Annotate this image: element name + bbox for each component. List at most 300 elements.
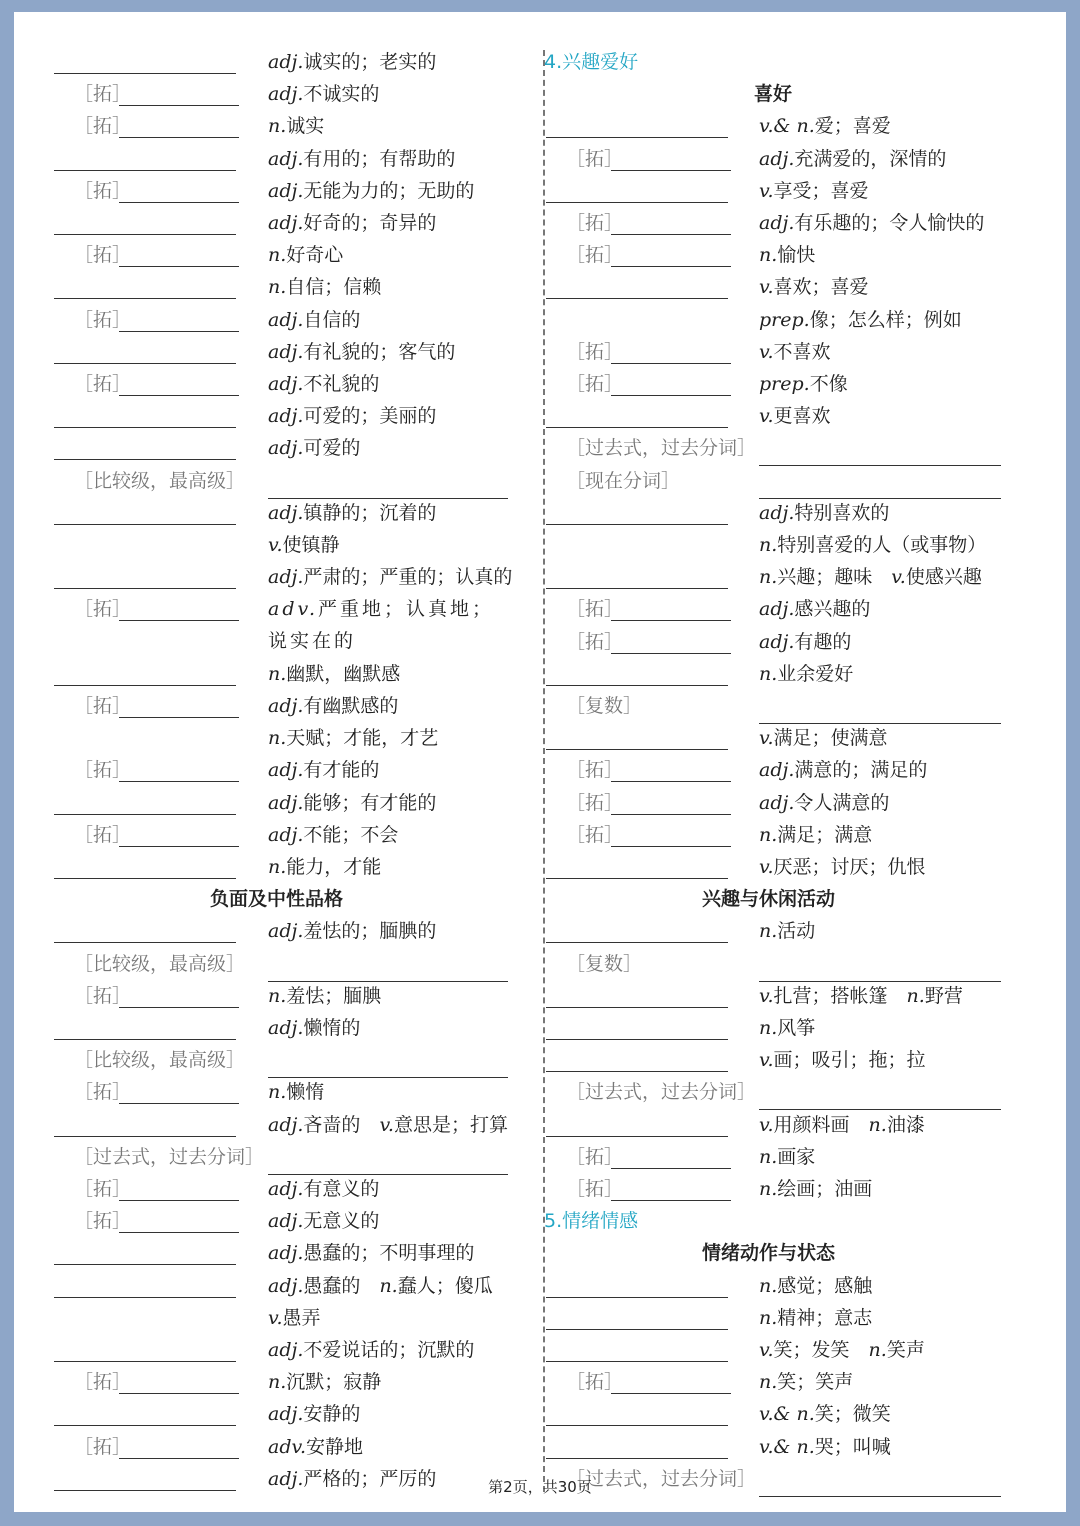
part-of-speech: adj. <box>268 1274 304 1297</box>
definition <box>268 980 381 1012</box>
answer-blank[interactable] <box>546 427 728 428</box>
answer-blank[interactable] <box>546 878 728 879</box>
part-of-speech: n. <box>759 1306 778 1329</box>
meaning-text: 不爱说话的；沉默的 <box>303 1339 475 1361</box>
form-tag: ［复数］ <box>566 695 643 717</box>
part-of-speech: n. <box>759 823 778 846</box>
meaning-text: 能力，才能 <box>286 856 382 878</box>
part-of-speech: v. <box>759 179 774 202</box>
form-tag: ［拓］ <box>566 823 624 846</box>
form-tag: ［拓］ <box>74 823 132 846</box>
definition <box>759 497 889 529</box>
part-of-speech: prep. <box>759 373 810 395</box>
form-tag: ［复数］ <box>566 952 643 975</box>
definition <box>268 1398 360 1430</box>
answer-blank[interactable] <box>546 749 728 750</box>
definition <box>759 561 982 593</box>
definition <box>759 1398 891 1430</box>
answer-blank[interactable] <box>611 234 731 235</box>
answer-blank[interactable] <box>611 781 731 782</box>
definition <box>759 400 831 432</box>
meaning-text: 严格的；严厉的 <box>303 1467 437 1490</box>
definition <box>268 271 381 303</box>
answer-blank[interactable] <box>54 363 236 364</box>
form-tag: ［拓］ <box>74 179 132 202</box>
answer-blank[interactable] <box>54 685 236 686</box>
answer-blank[interactable] <box>119 781 239 782</box>
answer-blank[interactable] <box>119 105 239 106</box>
answer-blank[interactable] <box>54 459 236 460</box>
definition <box>759 1109 925 1141</box>
definition <box>268 239 343 271</box>
part-of-speech: v. <box>759 984 774 1007</box>
form-tag: ［拓］ <box>566 1145 624 1168</box>
definition <box>759 787 889 819</box>
meaning-text: 不礼貌的 <box>303 373 380 395</box>
part-of-speech: n. <box>268 244 287 267</box>
definition <box>759 529 986 561</box>
part-of-speech: n. <box>759 662 778 685</box>
definition <box>759 980 963 1012</box>
part-of-speech: n. <box>759 1017 778 1039</box>
definition <box>268 690 398 722</box>
answer-blank[interactable] <box>54 1297 236 1298</box>
form-tag: ［拓］ <box>74 1371 132 1394</box>
answer-blank[interactable] <box>119 1393 239 1394</box>
answer-blank[interactable] <box>611 1168 731 1169</box>
part-of-speech: v. <box>759 1049 774 1072</box>
answer-blank[interactable] <box>54 878 236 879</box>
part-of-speech: v. <box>379 1113 394 1136</box>
form-tag: ［现在分词］ <box>566 469 681 492</box>
worksheet-page <box>14 12 1066 1512</box>
part-of-speech: adj. <box>759 212 795 234</box>
meaning-text: 诚实 <box>286 115 325 138</box>
answer-blank[interactable] <box>611 395 731 396</box>
answer-blank[interactable] <box>611 170 731 171</box>
meaning-text: 有礼貌的；客气的 <box>303 340 456 363</box>
definition <box>268 110 324 142</box>
form-tag: ［过去式，过去分词］ <box>74 1145 265 1168</box>
part-of-speech: n. <box>268 856 287 878</box>
answer-blank[interactable] <box>546 1136 728 1137</box>
part-of-speech: n. <box>268 1081 287 1104</box>
definition <box>268 915 436 947</box>
part-of-speech: n. <box>268 984 287 1007</box>
definition <box>759 110 891 142</box>
part-of-speech: adj. <box>268 212 304 234</box>
form-tag: ［拓］ <box>74 373 132 395</box>
answer-blank[interactable] <box>119 620 239 621</box>
meaning-text: 可爱的；美丽的 <box>303 405 437 428</box>
definition <box>759 626 851 658</box>
meaning-text: 不喜欢 <box>773 340 831 363</box>
meaning-text: 爱；喜爱 <box>814 115 891 138</box>
meaning-text: 野营 <box>924 984 963 1007</box>
definition <box>759 722 888 754</box>
answer-blank[interactable] <box>54 1264 236 1265</box>
part-of-speech: adj. <box>268 1113 304 1136</box>
part-of-speech: adj. <box>268 1210 304 1233</box>
meaning-text: 安静地 <box>306 1435 364 1458</box>
definition <box>268 368 379 400</box>
definition <box>268 1012 360 1044</box>
form-tag: ［拓］ <box>566 630 624 653</box>
part-of-speech: v. <box>759 727 774 750</box>
answer-blank[interactable] <box>54 588 236 589</box>
meaning-text: 充满爱的，深情的 <box>794 147 947 170</box>
meaning-text: 诚实的；老实的 <box>303 51 437 73</box>
answer-blank[interactable] <box>119 717 239 718</box>
meaning-text: 哭；叫喊 <box>814 1435 891 1458</box>
form-tag: ［拓］ <box>566 212 624 234</box>
answer-blank[interactable] <box>546 202 728 203</box>
definition <box>759 304 962 336</box>
definition <box>759 1334 925 1366</box>
meaning-text: 不诚实的 <box>303 83 380 106</box>
answer-blank[interactable] <box>119 846 239 847</box>
meaning-text: 扎营；搭帐篷 <box>773 984 888 1007</box>
part-of-speech: n. <box>379 1274 398 1297</box>
part-of-speech: v. <box>268 534 283 556</box>
part-of-speech: adj. <box>268 373 304 395</box>
definition <box>268 658 400 690</box>
answer-blank[interactable] <box>54 1136 236 1137</box>
part-of-speech: adj. <box>268 759 304 782</box>
answer-blank[interactable] <box>119 1007 239 1008</box>
meaning-text: 有趣的 <box>794 630 852 653</box>
answer-blank[interactable] <box>546 1361 728 1362</box>
meaning-text: 使镇静 <box>282 534 340 556</box>
form-tag: ［拓］ <box>566 759 624 782</box>
answer-blank[interactable] <box>611 653 731 654</box>
meaning-text: 笑；发笑 <box>773 1339 850 1361</box>
meaning-text: 用颜料画 <box>773 1113 850 1136</box>
answer-blank[interactable] <box>546 1071 728 1072</box>
answer-blank[interactable] <box>546 524 728 525</box>
part-of-speech: adj. <box>759 759 795 782</box>
part-of-speech: adj. <box>268 1242 304 1265</box>
part-of-speech: n. <box>268 662 287 685</box>
meaning-text: 能够；有才能的 <box>303 791 437 814</box>
part-of-speech: adj. <box>268 695 304 717</box>
form-tag: ［拓］ <box>74 1178 132 1200</box>
form-tag: ［拓］ <box>74 598 132 621</box>
answer-blank[interactable] <box>54 942 236 943</box>
part-of-speech: adv. <box>268 598 319 621</box>
section-title: 4.兴趣爱好 <box>544 51 639 73</box>
meaning-text: 感觉；感触 <box>777 1274 873 1297</box>
part-of-speech: adj. <box>268 501 304 524</box>
meaning-text: 不能；不会 <box>303 823 399 846</box>
definition <box>268 78 379 110</box>
definition <box>759 851 926 883</box>
definition <box>268 1334 474 1366</box>
form-tag: ［拓］ <box>566 244 624 267</box>
meaning-text: 满意的；满足的 <box>794 759 928 782</box>
answer-blank[interactable] <box>119 1232 239 1233</box>
meaning-text: 喜欢；喜爱 <box>773 276 869 299</box>
definition <box>268 497 436 529</box>
answer-blank[interactable] <box>119 1200 239 1201</box>
part-of-speech: adj. <box>268 308 304 331</box>
meaning-text: 懒惰 <box>286 1081 325 1104</box>
meaning-text: 可爱的 <box>303 437 361 460</box>
definition <box>759 271 869 303</box>
answer-blank[interactable] <box>611 846 731 847</box>
meaning-text: 天赋；才能，才艺 <box>286 727 439 750</box>
meaning-text: 羞怯；腼腆 <box>286 984 382 1007</box>
part-of-speech: n. <box>759 534 778 556</box>
section-heading: 喜好 <box>754 83 793 106</box>
meaning-text: 画；吸引；拖；拉 <box>773 1049 926 1072</box>
form-tag: ［拓］ <box>566 791 624 814</box>
part-of-speech: v. <box>268 1306 283 1329</box>
section-heading: 情绪动作与状态 <box>702 1242 836 1265</box>
form-tag: ［拓］ <box>74 83 132 106</box>
part-of-speech: n. <box>759 1274 778 1297</box>
answer-blank[interactable] <box>54 234 236 235</box>
part-of-speech: adj. <box>268 340 304 363</box>
form-tag: ［过去式，过去分词］ <box>566 1081 757 1104</box>
answer-blank[interactable] <box>119 331 239 332</box>
meaning-text: 自信；信赖 <box>286 276 382 299</box>
definition <box>759 658 853 690</box>
meaning-text: 画家 <box>777 1145 816 1168</box>
answer-blank[interactable] <box>546 137 728 138</box>
meaning-text: 羞怯的；腼腆的 <box>303 920 437 943</box>
answer-blank[interactable] <box>546 1007 728 1008</box>
answer-blank[interactable] <box>119 1458 239 1459</box>
form-tag: ［过去式，过去分词］ <box>566 437 757 460</box>
form-tag: ［拓］ <box>74 1081 132 1104</box>
answer-blank[interactable] <box>546 298 728 299</box>
answer-blank[interactable] <box>54 1361 236 1362</box>
answer-blank[interactable] <box>611 266 731 267</box>
part-of-speech: adj. <box>268 1467 304 1490</box>
part-of-speech: adj. <box>268 179 304 202</box>
meaning-text: 自信的 <box>303 308 361 331</box>
part-of-speech: n. <box>759 244 778 267</box>
meaning-text: 愉快 <box>777 244 816 267</box>
form-answer-blank[interactable] <box>759 465 1001 466</box>
meaning-text: 有乐趣的；令人愉快的 <box>794 212 985 234</box>
definition <box>759 207 984 239</box>
definition <box>268 207 436 239</box>
meaning-text: 满足；满意 <box>777 823 873 846</box>
answer-blank[interactable] <box>54 427 236 428</box>
page-footer: 第2页，共30页 <box>488 1478 592 1496</box>
part-of-speech: v. <box>759 340 774 363</box>
meaning-text: 享受；喜爱 <box>773 179 869 202</box>
meaning-text: 有才能的 <box>303 759 380 782</box>
definition <box>268 787 436 819</box>
meaning-text: 懒惰的 <box>303 1017 361 1039</box>
definition <box>268 175 474 207</box>
form-tag: ［比较级，最高级］ <box>74 952 246 975</box>
answer-blank[interactable] <box>54 73 236 74</box>
answer-blank[interactable] <box>119 137 239 138</box>
answer-blank[interactable] <box>54 1039 236 1040</box>
answer-blank[interactable] <box>546 685 728 686</box>
definition <box>759 1012 815 1044</box>
definition <box>759 754 927 786</box>
answer-blank[interactable] <box>611 363 731 364</box>
part-of-speech: v.& n. <box>759 1403 815 1426</box>
part-of-speech: adj. <box>268 920 304 943</box>
part-of-speech: v. <box>759 405 774 428</box>
definition <box>759 1270 872 1302</box>
part-of-speech: adj. <box>759 791 795 814</box>
part-of-speech: n. <box>268 115 287 138</box>
answer-blank[interactable] <box>611 1200 731 1201</box>
definition <box>268 722 438 754</box>
definition <box>759 1173 872 1205</box>
meaning-text: 更喜欢 <box>773 405 831 428</box>
definition <box>268 143 455 175</box>
meaning-text: 安静的 <box>303 1403 361 1426</box>
part-of-speech: adj. <box>268 823 304 846</box>
answer-blank[interactable] <box>546 1297 728 1298</box>
meaning-text: 笑声 <box>886 1339 925 1361</box>
meaning-text: 镇静的；沉着的 <box>303 501 437 524</box>
answer-blank[interactable] <box>546 942 728 943</box>
answer-blank[interactable] <box>546 1329 728 1330</box>
part-of-speech: n. <box>759 1145 778 1168</box>
definition <box>759 1044 926 1076</box>
meaning-text: 无能为力的；无助的 <box>303 179 475 202</box>
answer-blank[interactable] <box>546 1458 728 1459</box>
part-of-speech: n. <box>868 1113 887 1136</box>
meaning-text: 幽默，幽默感 <box>286 662 401 685</box>
definition <box>759 175 869 207</box>
definition <box>268 851 381 883</box>
part-of-speech: v. <box>759 1339 774 1361</box>
definition <box>268 819 398 851</box>
answer-blank[interactable] <box>54 298 236 299</box>
part-of-speech: adv. <box>268 1435 307 1458</box>
form-tag: ［拓］ <box>566 1178 624 1200</box>
part-of-speech: adj. <box>268 405 304 428</box>
answer-blank[interactable] <box>119 1103 239 1104</box>
meaning-text: 有意义的 <box>303 1178 380 1200</box>
meaning-text: 满足；使满意 <box>773 727 888 750</box>
definition <box>268 432 360 464</box>
form-tag: ［拓］ <box>74 115 132 138</box>
answer-blank[interactable] <box>119 395 239 396</box>
answer-blank[interactable] <box>611 814 731 815</box>
answer-blank[interactable] <box>546 1425 728 1426</box>
part-of-speech: adj. <box>268 147 304 170</box>
definition <box>759 1141 815 1173</box>
part-of-speech: adj. <box>268 791 304 814</box>
definition <box>268 1237 474 1269</box>
definition <box>268 46 436 78</box>
part-of-speech: n. <box>906 984 925 1007</box>
meaning-text: 不像 <box>809 373 848 395</box>
answer-blank[interactable] <box>611 1393 731 1394</box>
part-of-speech: adj. <box>759 147 795 170</box>
meaning-text: 沉默；寂静 <box>286 1371 382 1394</box>
answer-blank[interactable] <box>546 1039 728 1040</box>
form-tag: ［拓］ <box>566 340 624 363</box>
definition <box>268 400 436 432</box>
meaning-text: 精神；意志 <box>777 1306 873 1329</box>
meaning-text: 吝啬的 <box>303 1113 361 1136</box>
meaning-text: 感兴趣的 <box>794 598 871 621</box>
form-tag: ［拓］ <box>566 373 624 395</box>
meaning-text: 好奇心 <box>286 244 344 267</box>
definition <box>268 529 340 561</box>
part-of-speech: v. <box>759 1113 774 1136</box>
answer-blank[interactable] <box>54 170 236 171</box>
part-of-speech: adj. <box>268 437 304 460</box>
meaning-text: 愚蠢的 <box>303 1274 361 1297</box>
meaning-text: 愚蠢的；不明事理的 <box>303 1242 475 1265</box>
answer-blank[interactable] <box>54 524 236 525</box>
answer-blank[interactable] <box>119 266 239 267</box>
part-of-speech: n. <box>759 1371 778 1394</box>
part-of-speech: adj. <box>268 1178 304 1200</box>
meaning-text: 像；怎么样；例如 <box>809 308 962 331</box>
meaning-text: 风筝 <box>777 1017 816 1039</box>
part-of-speech: v. <box>891 566 906 589</box>
definition <box>268 1366 381 1398</box>
part-of-speech: adj. <box>268 83 304 106</box>
definition <box>268 754 379 786</box>
part-of-speech: n. <box>759 1178 778 1200</box>
definition <box>268 1270 493 1302</box>
part-of-speech: adj. <box>268 1017 304 1039</box>
part-of-speech: adj. <box>268 1339 304 1361</box>
meaning-text: 笑；笑声 <box>777 1371 854 1394</box>
meaning-text: 特别喜欢的 <box>794 501 890 524</box>
definition <box>759 368 848 400</box>
definition <box>268 304 360 336</box>
part-of-speech: n. <box>759 566 778 589</box>
part-of-speech: n. <box>268 1371 287 1394</box>
part-of-speech: adj. <box>759 501 795 524</box>
answer-blank[interactable] <box>54 1425 236 1426</box>
part-of-speech: v.& n. <box>759 1435 815 1458</box>
form-tag: ［过去式，过去分词］ <box>566 1467 757 1490</box>
part-of-speech: adj. <box>759 598 795 621</box>
meaning-text: 有幽默感的 <box>303 695 399 717</box>
section-heading: 负面及中性品格 <box>210 888 344 911</box>
part-of-speech: v. <box>759 276 774 299</box>
answer-blank[interactable] <box>546 588 728 589</box>
meaning-text: 笑；微笑 <box>814 1403 891 1426</box>
answer-blank[interactable] <box>119 202 239 203</box>
meaning-text: 兴趣；趣味 <box>777 566 873 589</box>
form-tag: ［比较级，最高级］ <box>74 469 246 492</box>
definition <box>759 1366 853 1398</box>
part-of-speech: v.& n. <box>759 115 815 138</box>
meaning-text: 厌恶；讨厌；仇恨 <box>773 856 926 878</box>
meaning-text: 活动 <box>777 920 816 943</box>
definition <box>268 561 512 593</box>
meaning-text: 有用的；有帮助的 <box>303 147 456 170</box>
part-of-speech: v. <box>759 856 774 878</box>
answer-blank[interactable] <box>611 620 731 621</box>
definition <box>759 1431 891 1463</box>
part-of-speech: n. <box>268 727 287 750</box>
definition <box>268 1205 379 1237</box>
meaning-text: 特别喜爱的人（或事物） <box>777 534 987 556</box>
form-tag: ［拓］ <box>74 1210 132 1233</box>
section-heading: 兴趣与休闲活动 <box>702 888 836 911</box>
answer-blank[interactable] <box>54 814 236 815</box>
